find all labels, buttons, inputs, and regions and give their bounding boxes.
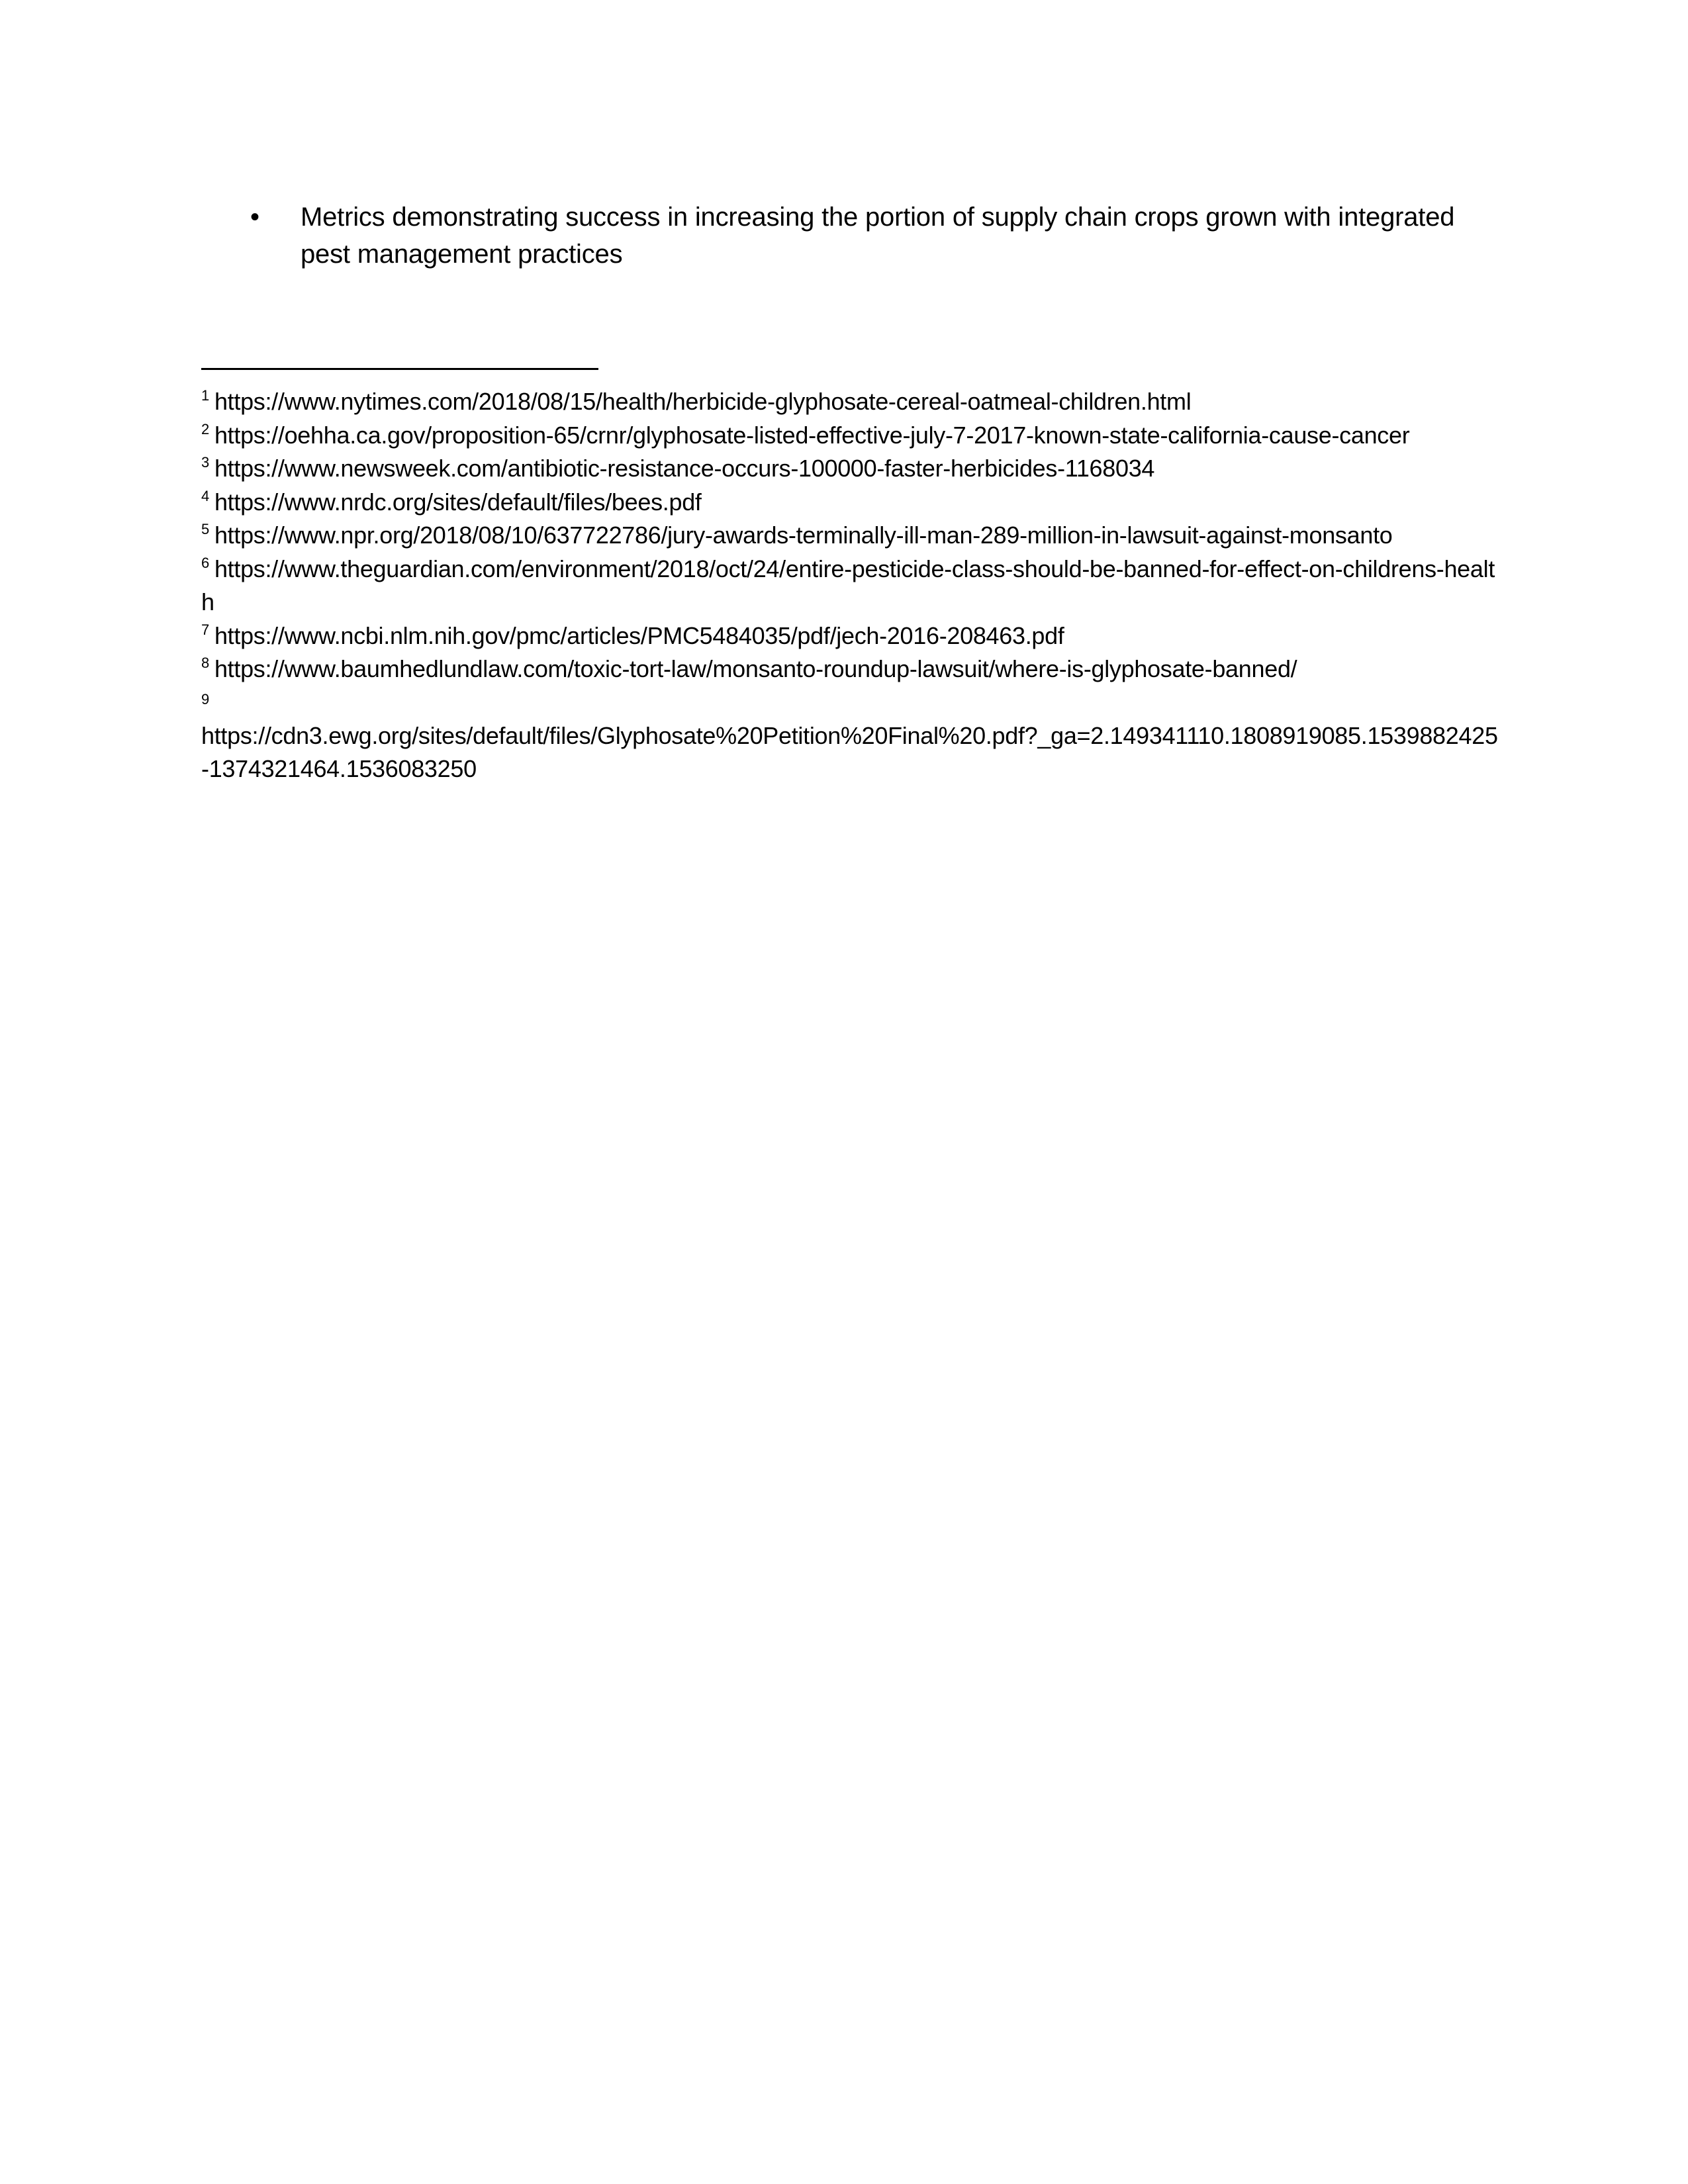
- footnotes: [201, 385, 1499, 786]
- footnote-link[interactable]: https://www.baumhedlundlaw.com/toxic-tort-law/monsanto-roundup-lawsuit/where-is-glyphosate-banned/: [214, 655, 1297, 682]
- footnote-8: [201, 653, 1499, 686]
- footnote-6: [201, 553, 1499, 619]
- footnote-link[interactable]: https://www.npr.org/2018/08/10/637722786/jury-awards-terminally-ill-man-289-million-in-lawsuit-against-monsanto: [214, 522, 1393, 549]
- footnote-number: 2: [201, 420, 209, 437]
- footnote-link[interactable]: https://oehha.ca.gov/proposition-65/crnr/glyphosate-listed-effective-july-7-2017-known-state-california-cause-cancer: [214, 421, 1410, 449]
- footnote-number: 1: [201, 387, 209, 404]
- footnote-5: [201, 519, 1499, 553]
- footnote-link[interactable]: https://www.ncbi.nlm.nih.gov/pmc/articles/PMC5484035/pdf/jech-2016-208463.pdf: [214, 621, 1064, 649]
- footnote-2: [201, 419, 1499, 453]
- bullet-item: [250, 199, 1468, 273]
- footnote-link[interactable]: https://www.theguardian.com/environment/2018/oct/24/entire-pesticide-class-should-be-banned-for-effect-on-childrens-health: [201, 555, 1495, 615]
- footnote-number: 3: [201, 454, 209, 471]
- footnote-number: 5: [201, 521, 209, 537]
- footnote-3: [201, 452, 1499, 486]
- bullet-text: Metrics demonstrating success in increasing the portion of supply chain crops grown with integrated pest management practices: [301, 203, 1455, 269]
- footnote-link[interactable]: https://www.nrdc.org/sites/default/files/bees.pdf: [214, 488, 702, 516]
- footnote-separator: [201, 368, 598, 370]
- footnote-9: [201, 686, 1499, 786]
- footnote-number: 9: [201, 690, 209, 707]
- footnote-7: [201, 619, 1499, 653]
- footnote-link[interactable]: https://cdn3.ewg.org/sites/default/files/Glyphosate%20Petition%20Final%20.pdf?_ga=2.149341110.1808919085.1539882425-1374321464.1536083250: [201, 721, 1498, 782]
- footnote-4: [201, 486, 1499, 520]
- bullet-list: [250, 199, 1468, 273]
- footnote-1: [201, 385, 1499, 419]
- footnote-number: 7: [201, 621, 209, 638]
- bullet-dot-icon: •: [250, 203, 260, 232]
- footnote-number: 6: [201, 554, 209, 571]
- footnote-link[interactable]: https://www.newsweek.com/antibiotic-resistance-occurs-100000-faster-herbicides-1168034: [214, 455, 1155, 482]
- footnote-number: 8: [201, 655, 209, 671]
- footnote-number: 4: [201, 487, 209, 504]
- footnote-link[interactable]: https://www.nytimes.com/2018/08/15/health/herbicide-glyphosate-cereal-oatmeal-children.html: [214, 388, 1192, 415]
